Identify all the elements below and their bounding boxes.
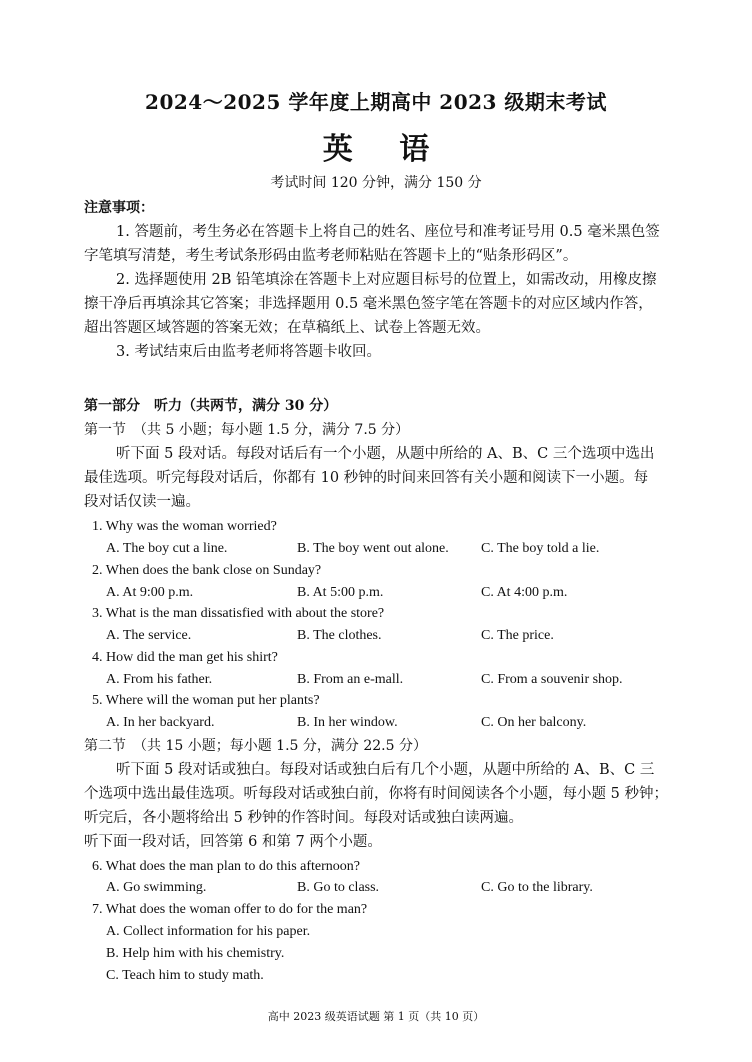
section1-instruction: 最佳选项。听完每段对话后，你都有 10 秒钟的时间来回答有关小题和阅读下一小题。每 — [84, 470, 649, 486]
exam-title: 2024～2025 学年度上期高中 2023 级期末考试 — [145, 90, 607, 114]
notes-line: 字笔填写清楚，考生考试条形码由监考老师粘贴在答题卡上的“贴条形码区”。 — [84, 248, 578, 264]
option-c: C. Go to the library. — [481, 880, 593, 895]
section1-instruction: 段对话仅读一遍。 — [84, 494, 200, 510]
notes-line: 擦干净后再填涂其它答案；非选择题用 0.5 毫米黑色签字笔在答题卡的对应区域内作答， — [84, 296, 653, 312]
question-stem: 2. When does the bank close on Sunday? — [92, 563, 322, 578]
question-stem: 7. What does the woman offer to do for the man? — [92, 902, 368, 917]
section1-heading: 第一节 （共 5 小题；每小题 1.5 分，满分 7.5 分） — [84, 422, 410, 438]
notes-line: 2. 选择题使用 2B 铅笔填涂在答题卡上对应题目标号的位置上，如需改动，用橡皮擦 — [116, 272, 657, 288]
section2-instruction: 听下面 5 段对话或独白。每段对话或独白后有几个小题，从题中所给的 A、B、C 三 — [116, 762, 655, 778]
notes-heading: 注意事项： — [84, 200, 154, 216]
page-footer: 高中 2023 级英语试题 第 1 页（共 10 页） — [267, 1010, 485, 1023]
option-a: A. Collect information for his paper. — [106, 924, 311, 939]
question-stem: 5. Where will the woman put her plants? — [92, 693, 320, 708]
question-stem: 3. What is the man dissatisfied with about the store? — [92, 606, 385, 621]
option-a: A. In her backyard. — [106, 715, 215, 730]
option-c: C. Teach him to study math. — [106, 968, 264, 983]
question-stem: 4. How did the man get his shirt? — [92, 650, 278, 665]
section2-instruction: 个选项中选出最佳选项。听每段对话或独白前，你将有时间阅读各个小题，每小题 5 秒钟； — [84, 786, 668, 802]
section2-heading: 第二节 （共 15 小题；每小题 1.5 分，满分 22.5 分） — [84, 738, 427, 754]
subject-title: 英 语 — [322, 132, 448, 167]
notes-line: 超出答题区域答题的答案无效；在草稿纸上、试卷上答题无效。 — [84, 320, 490, 336]
option-a: A. At 9:00 p.m. — [106, 585, 194, 600]
option-a: A. The boy cut a line. — [106, 541, 228, 556]
option-b: B. At 5:00 p.m. — [297, 585, 384, 600]
option-b: B. Go to class. — [297, 880, 380, 895]
option-b: B. The boy went out alone. — [297, 541, 449, 556]
section2-instruction: 听完后，各小题将给出 5 秒钟的作答时间。每段对话或独白读两遍。 — [84, 810, 523, 826]
option-b: B. The clothes. — [297, 628, 382, 643]
option-c: C. The price. — [481, 628, 554, 643]
notes-line: 3. 考试结束后由监考老师将答题卡收回。 — [116, 344, 381, 360]
question-stem: 1. Why was the woman worried? — [92, 519, 277, 534]
option-c: C. The boy told a lie. — [481, 541, 600, 556]
notes-line: 1. 答题前，考生务必在答题卡上将自己的姓名、座位号和准考证号用 0.5 毫米黑色签 — [116, 224, 660, 240]
option-c: C. From a souvenir shop. — [481, 672, 623, 687]
dialogue-instruction: 听下面一段对话，回答第 6 和第 7 两个小题。 — [84, 834, 382, 850]
option-a: A. Go swimming. — [106, 880, 207, 895]
exam-info: 考试时间 120 分钟，满分 150 分 — [270, 175, 482, 191]
option-b: B. In her window. — [297, 715, 398, 730]
option-a: A. The service. — [106, 628, 192, 643]
option-c: C. On her balcony. — [481, 715, 587, 730]
option-b: B. Help him with his chemistry. — [106, 946, 285, 961]
part1-heading: 第一部分 听力（共两节，满分 30 分） — [84, 398, 338, 414]
question-stem: 6. What does the man plan to do this afternoon? — [92, 859, 361, 874]
option-b: B. From an e-mall. — [297, 672, 404, 687]
section1-instruction: 听下面 5 段对话。每段对话后有一个小题，从题中所给的 A、B、C 三个选项中选出 — [116, 446, 655, 462]
option-a: A. From his father. — [106, 672, 213, 687]
option-c: C. At 4:00 p.m. — [481, 585, 568, 600]
